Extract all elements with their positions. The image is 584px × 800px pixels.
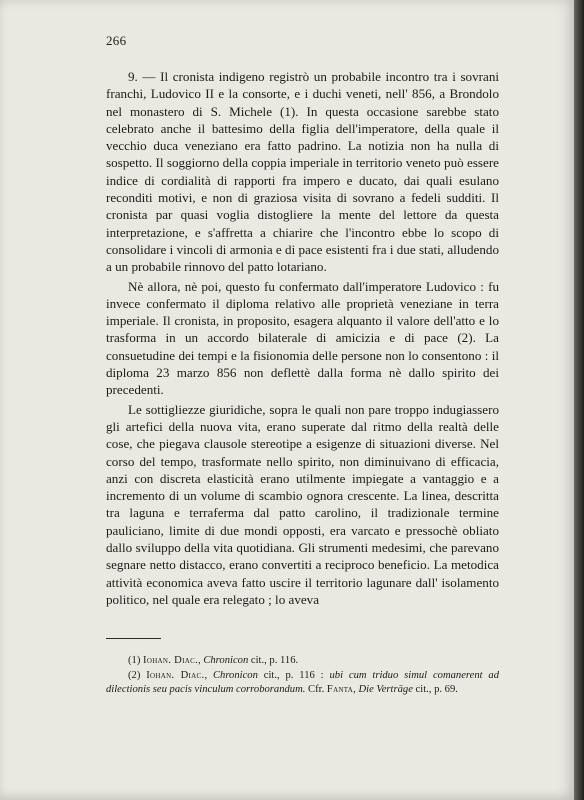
footnote-work-2: Die Verträge xyxy=(358,684,413,696)
footnote-citation: cit., p. 116 : xyxy=(257,669,330,681)
footnote-number: (1) xyxy=(128,655,141,666)
footnote-2: (2) Iohan. Diac., Chronicon cit., p. 116 : ubi cum triduo simul comanerent ad dilectionis seu pacis vinculum corroborandum. Cfr. Fanta, Die Verträge cit., p. 69. xyxy=(106,669,500,696)
page-number: 266 xyxy=(106,33,127,48)
footnote-work: Chronicon xyxy=(212,669,258,681)
footnotes xyxy=(106,654,499,698)
footnote-author: Iohan. Diac. xyxy=(146,669,205,681)
footnote-work: Chronicon xyxy=(203,655,249,666)
footnote-quote: ubi cum triduo simul comanerent ad dilectionis seu pacis vinculum corroborandum. xyxy=(106,669,500,696)
footnote-1: (1) Iohan. Diac., Chronicon cit., p. 116. xyxy=(128,655,299,666)
footnote-author-2: Fanta xyxy=(326,684,354,696)
footnote-citation: cit., p. 116. xyxy=(248,655,299,666)
paragraph-9: 9. — Il cronista indigeno registrò un probabile incontro tra i sovrani franchi, Ludovico II e la consorte, e i duchi veneti, nell' 856, a Brondolo nel monastero di S. Michele (1). In questa occasione sarebbe stato celebrato anche il battesimo della figlia dell'imperatore, della quale il vecchio duca veneziano era fatto padrino. La notizia non ha nulla di sospetto. Il soggiorno della coppia imperiale in territorio veneto può essere indice di cordialità di rapporti fra impero e ducato, dai quali esulano reconditi motivi, e non di graziosa visita di sovrano a fedeli sudditi. Il cronista par quasi voglia distogliere la mente del lettore da questa interpretazione, e s'affretta a chiarire che l'incontro ebbe lo scopo di consolidare i vincoli di armonia e di pace esistenti fra i due stati, alludendo a un probabile rinnovo del patto lotariano. xyxy=(106,69,499,275)
paragraph-sottigliezze: Le sottigliezze giuridiche, sopra le quali non pare troppo indugiassero gli artefici della nuova vita, erano superate dal ritmo della realtà delle cose, che piegava clausole stereotipe a esigenze di situazioni diverse. Nel corso del tempo, trasformate nello spirito, non diminuivano di efficacia, anzi con discreta elasticità erano utilmente impiegate a vantaggio e a incremento di un volume di scambio ognora crescente. La linea, descritta tra laguna e terraferma dal patto carolino, il tradizionale termine pauliciano, limite di due mondi opposti, era varcato e pressochè obliato dallo sviluppo della vita quotidiana. Gli strumenti medesimi, che parevano segnare netto distacco, erano convertiti a reciproco beneficio. La metodica attività economica aveva fatto uscire il territorio lagunare dall' isolamento politico, nel quale era relegato ; lo aveva xyxy=(106,401,499,607)
footnote-author: Iohan. Diac. xyxy=(143,655,199,666)
body-text xyxy=(106,68,499,608)
footnote-divider xyxy=(106,638,161,639)
book-spine-edge xyxy=(574,0,584,800)
footnote-number: (2) xyxy=(128,669,141,681)
footnote-cfr: Cfr. xyxy=(305,684,327,696)
paragraph-ludovico: Nè allora, nè poi, questo fu confermato dall'imperatore Ludovico : fu invece confermato il diploma relativo alle proprietà veneziane in terra imperiale. Il cronista, in proposito, esagera alquanto il valore dell'atto e lo trasforma in un accordo bilaterale di amicizia e di pace (2). La consuetudine dei tempi e la fisionomia delle persone non lo consentono : il diploma 23 marzo 856 non deflettè dalla forma nè dallo spirito dei precedenti. xyxy=(106,278,499,398)
footnote-citation-2: cit., p. 69. xyxy=(412,684,458,696)
